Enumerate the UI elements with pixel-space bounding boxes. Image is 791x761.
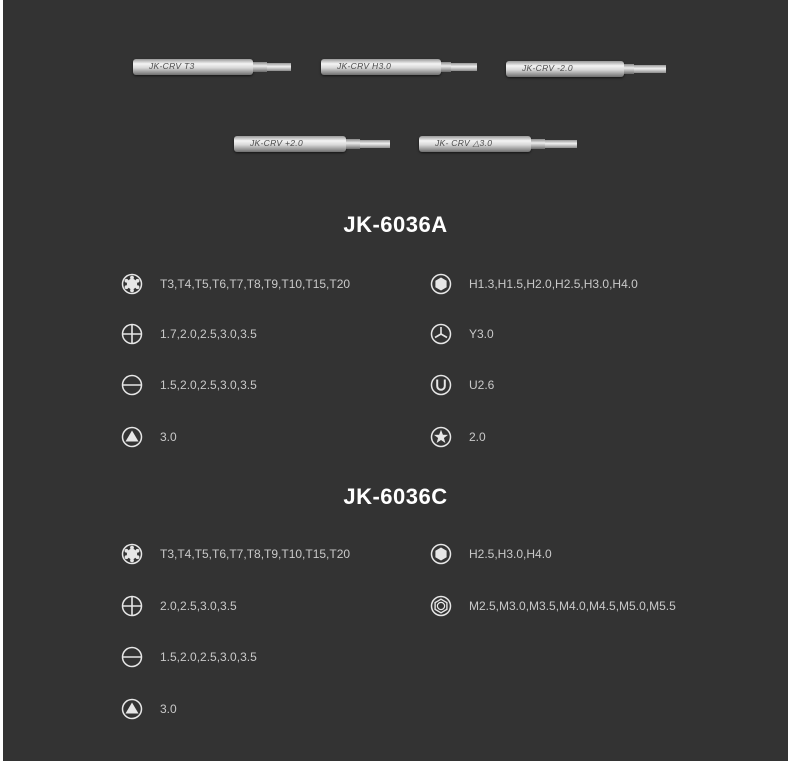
bit-hex-image <box>321 59 479 75</box>
spec-item <box>121 646 257 668</box>
spec-item <box>430 543 552 565</box>
u-type-icon <box>430 374 452 396</box>
hex-socket-icon <box>430 595 452 617</box>
bit-triangle-image <box>419 136 579 152</box>
spec-item <box>430 374 494 396</box>
spec-item <box>121 273 350 295</box>
bit-phillips-image <box>234 136 392 152</box>
slotted-icon <box>121 646 143 668</box>
spec-item <box>430 323 494 345</box>
spec-text: 1.5,2.0,2.5,3.0,3.5 <box>160 378 257 392</box>
bit-engraving: JK-CRV -2.0 <box>522 63 573 73</box>
torx-icon <box>121 273 143 295</box>
spec-item <box>121 323 257 345</box>
spec-item <box>121 543 350 565</box>
spec-text: M2.5,M3.0,M3.5,M4.0,M4.5,M5.0,M5.5 <box>469 599 676 613</box>
product-spec-panel <box>3 0 788 761</box>
spec-text: 1.7,2.0,2.5,3.0,3.5 <box>160 327 257 341</box>
model-title-a: JK-6036A <box>343 212 448 237</box>
spec-item <box>121 698 177 720</box>
torx-icon <box>121 543 143 565</box>
spec-text: 3.0 <box>160 430 177 444</box>
triangle-icon <box>121 698 143 720</box>
bit-images <box>3 0 788 180</box>
spec-item <box>121 426 177 448</box>
spec-text: H1.3,H1.5,H2.0,H2.5,H3.0,H4.0 <box>469 277 638 291</box>
phillips-icon <box>121 323 143 345</box>
hex-icon <box>430 543 452 565</box>
spec-text: T3,T4,T5,T6,T7,T8,T9,T10,T15,T20 <box>160 547 351 561</box>
spec-text: 2.0,2.5,3.0,3.5 <box>160 599 237 613</box>
bit-torx-image <box>133 59 293 75</box>
spec-item <box>430 426 486 448</box>
spec-text: U2.6 <box>469 378 495 392</box>
slotted-icon <box>121 374 143 396</box>
spec-text: Y3.0 <box>469 327 494 341</box>
spec-text: 2.0 <box>469 430 486 444</box>
spec-item <box>121 374 257 396</box>
spec-item <box>430 273 638 295</box>
spec-text: 3.0 <box>160 702 177 716</box>
triangle-icon <box>121 426 143 448</box>
bit-engraving: JK-CRV T3 <box>149 61 195 71</box>
bit-engraving: JK-CRV H3.0 <box>337 61 392 71</box>
tri-wing-icon <box>430 323 452 345</box>
spec-text: H2.5,H3.0,H4.0 <box>469 547 552 561</box>
pentalobe-icon <box>430 426 452 448</box>
hex-icon <box>430 273 452 295</box>
spec-item <box>121 595 237 617</box>
spec-item <box>430 595 676 617</box>
bit-slotted-image <box>506 61 668 77</box>
bit-engraving: JK-CRV +2.0 <box>250 138 303 148</box>
model-title-c: JK-6036C <box>343 484 448 509</box>
spec-text: T3,T4,T5,T6,T7,T8,T9,T10,T15,T20 <box>160 277 351 291</box>
spec-text: 1.5,2.0,2.5,3.0,3.5 <box>160 650 257 664</box>
bit-engraving: JK- CRV △3.0 <box>435 138 493 148</box>
phillips-icon <box>121 595 143 617</box>
